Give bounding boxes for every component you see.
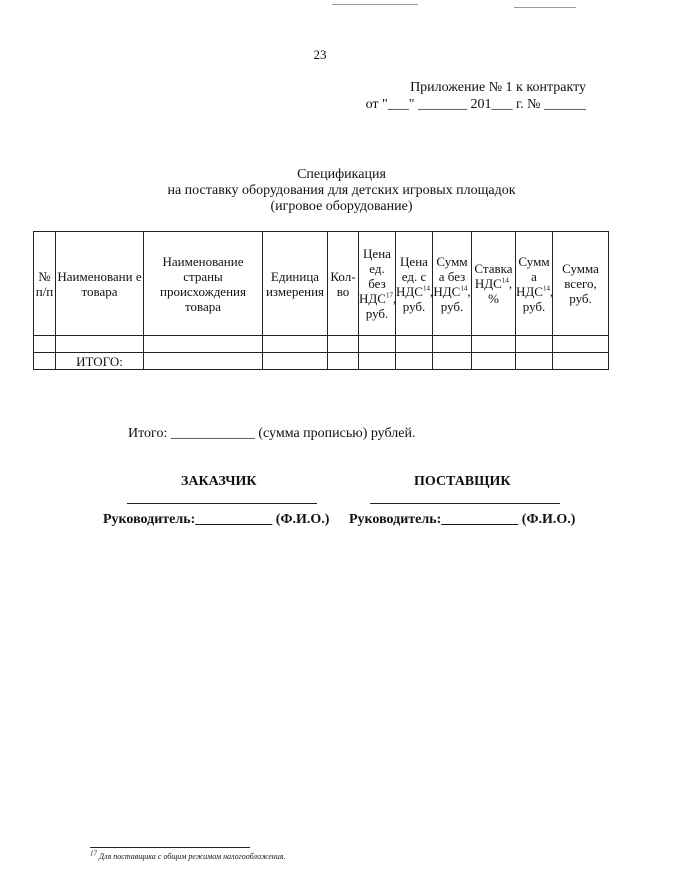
- col-header-product-name: Наименовани е товара: [56, 232, 144, 336]
- col-header-sum-vat-label: Сумм а НДС: [516, 253, 550, 299]
- scan-artifact-line: [514, 7, 576, 8]
- contract-date-line: от "___" _______ 201___ г. № ______: [365, 97, 586, 112]
- supplier-signatory: Руководитель:___________ (Ф.И.О.): [349, 512, 576, 527]
- footnote-divider: [90, 847, 250, 848]
- col-header-sum-no-vat-label: Сумм а без НДС: [433, 253, 468, 299]
- col-header-price-no-vat-unit: , руб.: [365, 291, 397, 321]
- customer-title: ЗАКАЗЧИК: [181, 474, 257, 489]
- col-header-price-no-vat: [359, 232, 396, 336]
- title-line-1: Спецификация: [297, 167, 386, 182]
- page-number: 23: [313, 47, 327, 62]
- col-header-quantity: Кол-во: [328, 232, 359, 336]
- col-header-sum-no-vat: [433, 232, 472, 336]
- col-header-unit: Единица измерения: [263, 232, 328, 336]
- col-header-sum-no-vat-unit: , руб.: [440, 283, 471, 314]
- table-total-row: [34, 353, 609, 370]
- col-header-vat-rate-label: Ставка НДС: [474, 261, 513, 291]
- col-header-price-no-vat-label: Цена ед. без НДС: [359, 246, 391, 306]
- footnote-ref: 14: [542, 284, 550, 293]
- col-header-total-sum: Сумма всего, руб.: [553, 232, 609, 336]
- footnote-ref: 17: [385, 291, 393, 300]
- col-header-country-of-origin: Наименование страны происхождения товара: [144, 232, 263, 336]
- col-header-price-with-vat-label: Цена ед. с НДС: [396, 253, 428, 299]
- title-line-3: (игровое оборудование): [270, 199, 413, 214]
- col-header-sum-vat: [516, 232, 553, 336]
- total-label: ИТОГО:: [56, 353, 144, 370]
- scan-artifact-line: [332, 4, 418, 5]
- customer-signature-line: [127, 503, 317, 504]
- customer-signatory: Руководитель:___________ (Ф.И.О.): [103, 512, 330, 527]
- appendix-label: Приложение № 1 к контракту: [410, 80, 586, 95]
- col-header-number: № п/п: [34, 232, 56, 336]
- col-header-sum-vat-unit: , руб.: [522, 283, 554, 314]
- table-row: [34, 336, 609, 353]
- footnote-ref: 14: [501, 276, 509, 285]
- document-title: [0, 167, 683, 215]
- footnote-text: Для поставщика с общим режимом налогообложения.: [99, 852, 286, 861]
- footnote: [90, 849, 286, 861]
- col-header-price-with-vat: [396, 232, 433, 336]
- supplier-signature-line: [370, 503, 560, 504]
- specification-table: [33, 231, 609, 370]
- footnote-marker: 17: [90, 849, 97, 858]
- col-header-vat-rate: [472, 232, 516, 336]
- total-in-words-line: Итого: ____________ (сумма прописью) рублей.: [128, 426, 416, 441]
- col-header-vat-rate-unit: , %: [488, 276, 513, 306]
- supplier-title: ПОСТАВЩИК: [414, 474, 511, 489]
- title-line-2: на поставку оборудования для детских игровых площадок: [167, 183, 516, 198]
- footnote-ref: 14: [460, 284, 468, 293]
- col-header-price-with-vat-unit: , руб.: [402, 283, 434, 314]
- footnote-ref: 14: [422, 284, 430, 293]
